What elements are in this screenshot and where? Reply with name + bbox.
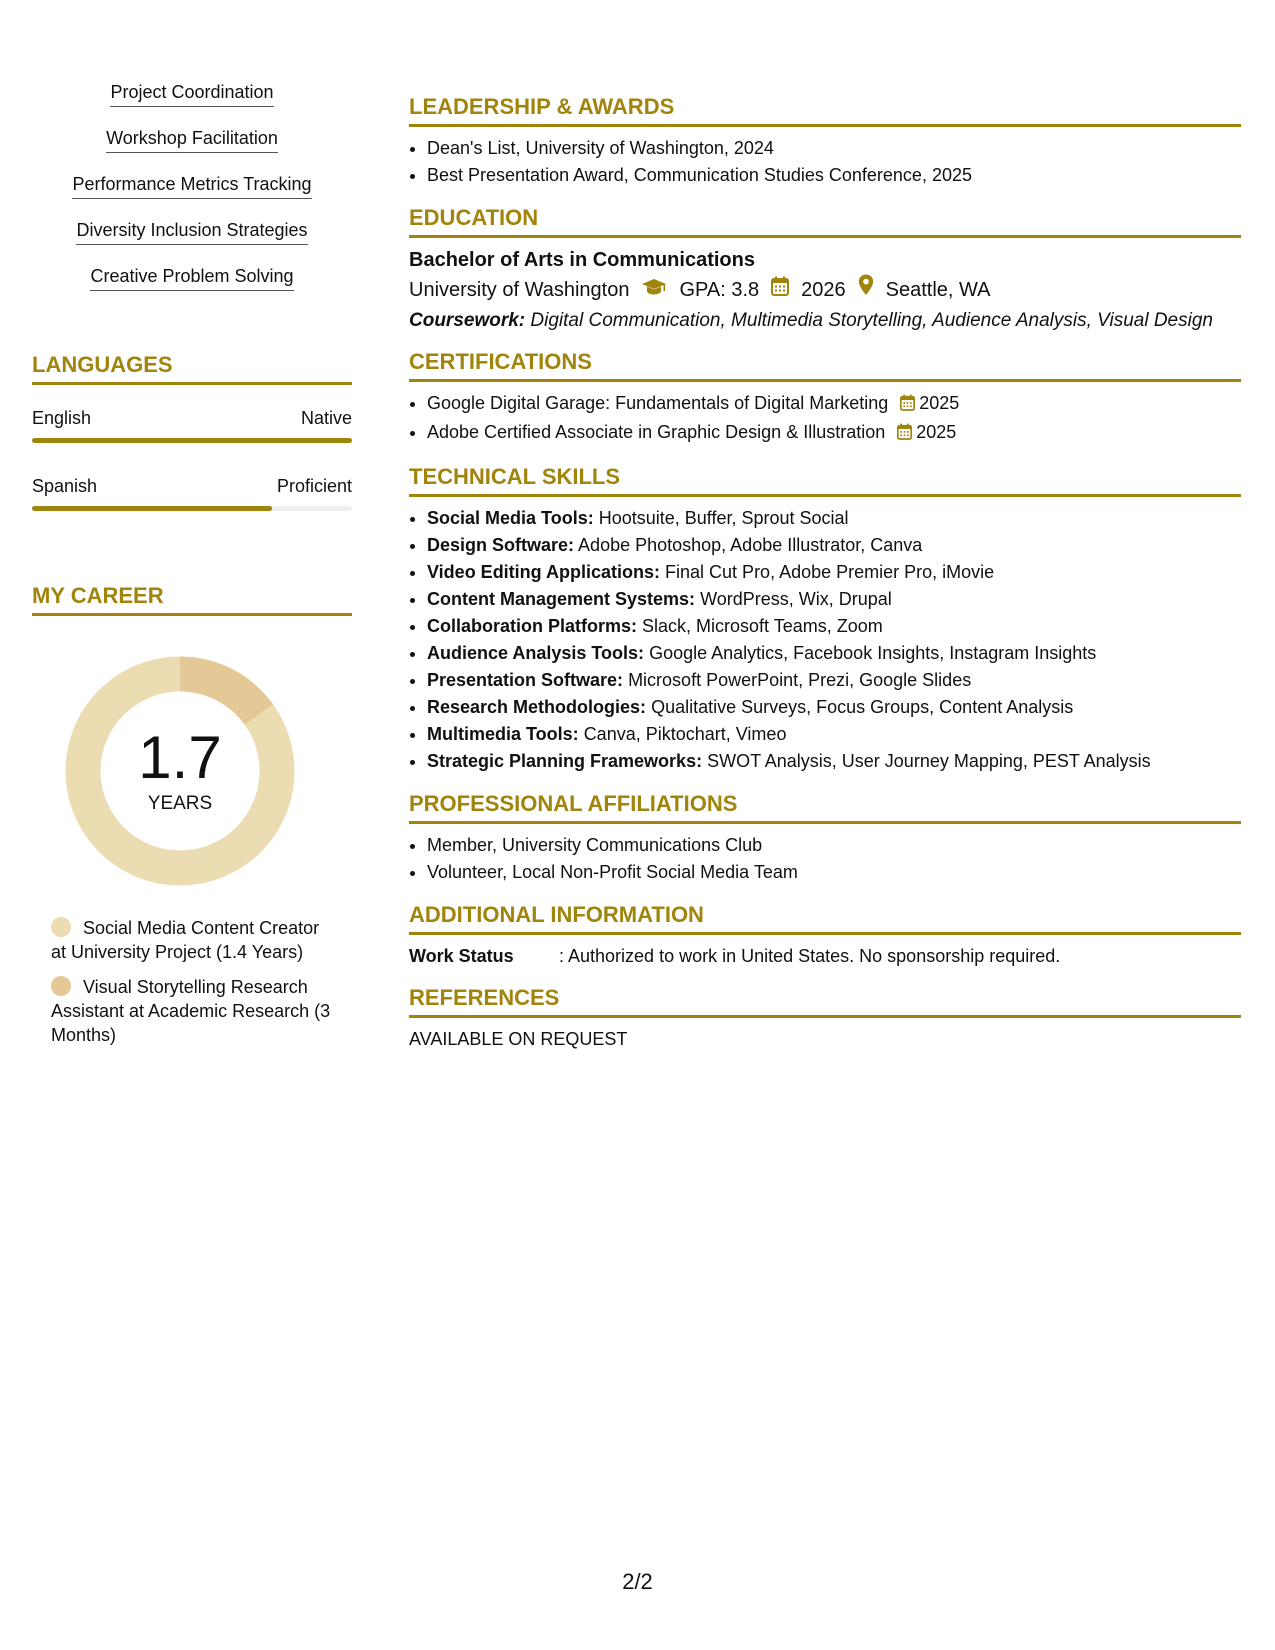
skill-tag: Workshop Facilitation bbox=[106, 126, 278, 153]
donut-center bbox=[65, 656, 295, 886]
coursework-label: Coursework: bbox=[409, 310, 526, 331]
skill-values: SWOT Analysis, User Journey Mapping, PEST Analysis bbox=[707, 751, 1151, 771]
career-total-value: 1.7 bbox=[138, 724, 222, 791]
language-row bbox=[32, 475, 352, 511]
education-section bbox=[409, 205, 1241, 333]
language-bar-fill bbox=[32, 438, 352, 443]
school-name: University of Washington bbox=[409, 278, 630, 301]
right-column bbox=[409, 94, 1241, 1068]
skill-tag: Diversity Inclusion Strategies bbox=[76, 218, 307, 245]
skill-category: Content Management Systems: bbox=[427, 589, 696, 609]
calendar-icon bbox=[900, 392, 915, 419]
education-meta bbox=[409, 274, 1241, 305]
skill-category: Strategic Planning Frameworks: bbox=[427, 751, 703, 771]
skill-values: Microsoft PowerPoint, Prezi, Google Slides bbox=[628, 670, 972, 690]
language-bar bbox=[32, 438, 352, 443]
skill-values: WordPress, Wix, Drupal bbox=[700, 589, 892, 609]
section-title: REFERENCES bbox=[409, 985, 1241, 1018]
affiliations-section bbox=[409, 791, 1241, 886]
legend-label: Visual Storytelling Research Assistant at Academic Research (3 Months) bbox=[51, 977, 331, 1045]
skill-category: Audience Analysis Tools: bbox=[427, 643, 645, 663]
gpa: GPA: 3.8 bbox=[679, 278, 760, 301]
legend-dot-icon bbox=[51, 976, 71, 996]
skill-category: Design Software: bbox=[427, 535, 575, 555]
skill-category: Collaboration Platforms: bbox=[427, 616, 638, 636]
career-legend bbox=[51, 916, 336, 1047]
language-bar-fill bbox=[32, 506, 272, 511]
skill-tag: Performance Metrics Tracking bbox=[72, 172, 311, 199]
certification-item bbox=[427, 419, 1241, 448]
skill-row bbox=[427, 694, 1241, 721]
skill-category: Multimedia Tools: bbox=[427, 724, 579, 744]
location: Seattle, WA bbox=[885, 278, 991, 301]
skill-row bbox=[427, 667, 1241, 694]
certifications-section bbox=[409, 349, 1241, 448]
coursework bbox=[409, 309, 1241, 333]
section-title: ADDITIONAL INFORMATION bbox=[409, 902, 1241, 935]
certification-item bbox=[427, 390, 1241, 419]
work-status-row bbox=[409, 943, 1241, 969]
skill-values: Adobe Photoshop, Adobe Illustrator, Canva bbox=[578, 535, 923, 555]
skill-values: Canva, Piktochart, Vimeo bbox=[583, 724, 787, 744]
skill-row bbox=[427, 613, 1241, 640]
skill-category: Video Editing Applications: bbox=[427, 562, 661, 582]
degree: Bachelor of Arts in Communications bbox=[409, 249, 755, 271]
list-item: • Best Presentation Award, Communication Studies Conference, 2025 bbox=[427, 162, 1241, 189]
skill-tag: Project Coordination bbox=[110, 80, 273, 107]
calendar-icon bbox=[771, 275, 789, 305]
certification-name: Adobe Certified Associate in Graphic Design & Illustration bbox=[427, 422, 886, 442]
career-total-unit: YEARS bbox=[147, 793, 213, 814]
languages-section bbox=[32, 352, 352, 511]
list-item: • Dean's List, University of Washington, 2024 bbox=[427, 135, 1241, 162]
language-level: Proficient bbox=[276, 476, 352, 496]
skill-row bbox=[427, 532, 1241, 559]
graduation-year: 2026 bbox=[801, 278, 846, 301]
skill-tag: Creative Problem Solving bbox=[90, 264, 293, 291]
skill-row bbox=[427, 748, 1241, 775]
map-pin-icon bbox=[858, 274, 874, 305]
leadership-section bbox=[409, 94, 1241, 189]
language-bar bbox=[32, 506, 352, 511]
languages-heading: LANGUAGES bbox=[32, 352, 352, 385]
skill-category: Social Media Tools: bbox=[427, 508, 594, 528]
skill-values: Google Analytics, Facebook Insights, Instagram Insights bbox=[649, 643, 1097, 663]
skill-values: Final Cut Pro, Adobe Premier Pro, iMovie bbox=[665, 562, 995, 582]
skill-row bbox=[427, 640, 1241, 667]
work-status-label: Work Status bbox=[409, 946, 514, 966]
skill-row bbox=[427, 586, 1241, 613]
skill-values: Hootsuite, Buffer, Sprout Social bbox=[598, 508, 849, 528]
certification-year: 2025 bbox=[916, 422, 957, 442]
references-section bbox=[409, 985, 1241, 1052]
career-donut-chart bbox=[65, 656, 295, 886]
skill-category: Research Methodologies: bbox=[427, 697, 647, 717]
skill-values: Slack, Microsoft Teams, Zoom bbox=[642, 616, 883, 636]
section-title: LEADERSHIP & AWARDS bbox=[409, 94, 1241, 127]
legend-label: Social Media Content Creator at University Project (1.4 Years) bbox=[51, 918, 320, 962]
certification-name: Google Digital Garage: Fundamentals of Digital Marketing bbox=[427, 393, 889, 413]
skill-row bbox=[427, 505, 1241, 532]
legend-dot-icon bbox=[51, 917, 71, 937]
skill-values: Qualitative Surveys, Focus Groups, Content Analysis bbox=[651, 697, 1074, 717]
language-row bbox=[32, 407, 352, 443]
skill-category: Presentation Software: bbox=[427, 670, 624, 690]
skill-row bbox=[427, 559, 1241, 586]
section-title: TECHNICAL SKILLS bbox=[409, 464, 1241, 497]
skill-tags bbox=[32, 80, 352, 310]
section-title: CERTIFICATIONS bbox=[409, 349, 1241, 382]
career-heading: MY CAREER bbox=[32, 583, 352, 616]
work-status-value: : Authorized to work in United States. No sponsorship required. bbox=[559, 946, 1061, 966]
list-item: • Member, University Communications Club bbox=[427, 832, 1241, 859]
page-number: 2/2 bbox=[622, 1569, 653, 1594]
graduation-cap-icon bbox=[641, 275, 667, 305]
language-level: Native bbox=[300, 408, 352, 428]
section-title: EDUCATION bbox=[409, 205, 1241, 238]
certification-year: 2025 bbox=[919, 393, 960, 413]
coursework-list: Digital Communication, Multimedia Storytelling, Audience Analysis, Visual Design bbox=[530, 310, 1213, 331]
technical-skills-section bbox=[409, 464, 1241, 775]
skill-row bbox=[427, 721, 1241, 748]
legend-item bbox=[51, 975, 336, 1047]
additional-info-section bbox=[409, 902, 1241, 969]
career-section bbox=[32, 583, 352, 1047]
language-name: English bbox=[32, 408, 92, 428]
calendar-icon bbox=[897, 421, 912, 448]
left-column bbox=[32, 80, 352, 1058]
references-text: AVAILABLE ON REQUEST bbox=[409, 1029, 628, 1049]
legend-item bbox=[51, 916, 336, 964]
section-title: PROFESSIONAL AFFILIATIONS bbox=[409, 791, 1241, 824]
list-item: • Volunteer, Local Non-Profit Social Media Team bbox=[427, 859, 1241, 886]
language-name: Spanish bbox=[32, 476, 98, 496]
